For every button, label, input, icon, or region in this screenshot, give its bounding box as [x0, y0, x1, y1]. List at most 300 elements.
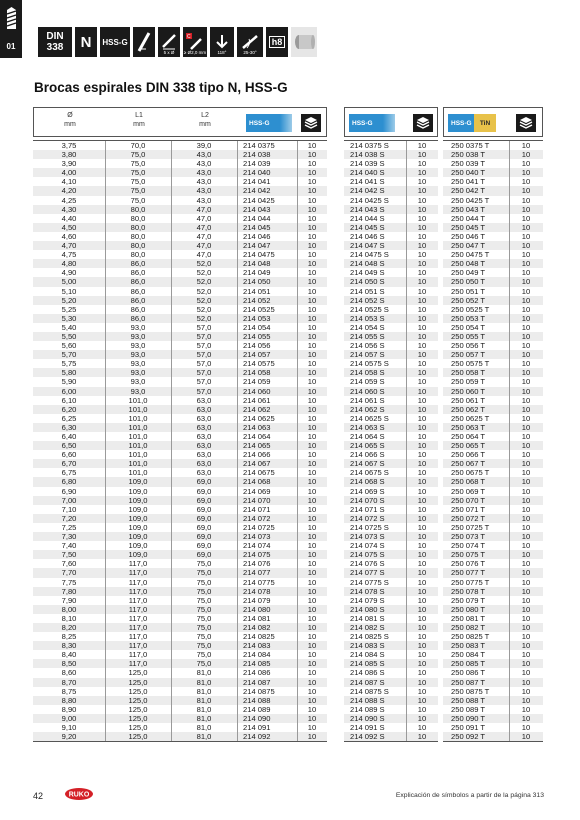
- pack-qty-cell: 10: [307, 395, 317, 405]
- pack-qty-cell: 10: [417, 359, 427, 369]
- table-row: [33, 223, 327, 232]
- table-row: [344, 714, 438, 723]
- article-number-cell: 250 080 T: [451, 604, 486, 614]
- pack-qty-cell: 10: [307, 159, 317, 169]
- article-number-cell: 214 049: [243, 268, 271, 278]
- table-row: [33, 487, 327, 496]
- l1-cell: 93,0: [130, 350, 146, 360]
- pack-qty-cell: 10: [417, 459, 427, 469]
- pack-quantity-icon: [516, 114, 536, 132]
- article-number-cell: 214 0675: [243, 468, 275, 478]
- l1-cell: 117,0: [128, 650, 148, 660]
- table-row: [33, 514, 327, 523]
- l1-cell: 117,0: [128, 595, 148, 605]
- diameter-cell: 4,25: [61, 195, 77, 205]
- table-row: [443, 487, 543, 496]
- article-number-cell: 214 089: [243, 704, 271, 714]
- article-number-cell: 214 0525: [243, 304, 275, 314]
- l2-cell: 47,0: [196, 222, 212, 232]
- table-row: [33, 177, 327, 186]
- table-row: [33, 305, 327, 314]
- l1-cell: 117,0: [128, 559, 148, 569]
- pack-qty-cell: 10: [307, 550, 317, 560]
- diameter-cell: 4,30: [61, 204, 77, 214]
- article-number-cell: 214 049 S: [350, 268, 385, 278]
- pack-qty-cell: 10: [521, 695, 531, 705]
- l1-cell: 93,0: [130, 377, 146, 387]
- article-number-cell: 214 050: [243, 277, 271, 287]
- table-row: [33, 196, 327, 205]
- l2-cell: 47,0: [196, 250, 212, 260]
- pack-qty-cell: 10: [521, 495, 531, 505]
- table-row: [33, 459, 327, 468]
- table-row: [33, 477, 327, 486]
- pack-qty-cell: 10: [307, 541, 317, 551]
- l2-cell: 81,0: [196, 704, 212, 714]
- article-number-cell: 250 061 T: [451, 395, 486, 405]
- pack-qty-cell: 10: [307, 222, 317, 232]
- l1-cell: 109,0: [128, 513, 148, 523]
- article-number-cell: 250 082 T: [451, 622, 486, 632]
- l2-cell: 57,0: [196, 368, 212, 378]
- article-number-cell: 250 0525 T: [451, 304, 490, 314]
- table-row: [443, 578, 543, 587]
- l2-cell: 63,0: [196, 468, 212, 478]
- article-number-cell: 214 069: [243, 486, 271, 496]
- table-row: [33, 159, 327, 168]
- l2-cell: 52,0: [196, 277, 212, 287]
- pack-qty-cell: 10: [521, 595, 531, 605]
- pack-quantity-icon: [413, 114, 433, 132]
- table-row: [33, 205, 327, 214]
- table-row: [33, 623, 327, 632]
- article-number-cell: 250 071 T: [451, 504, 486, 514]
- table-row: [33, 614, 327, 623]
- pack-qty-cell: 10: [307, 150, 317, 160]
- diameter-cell: 4,60: [61, 231, 77, 241]
- pack-qty-cell: 10: [417, 222, 427, 232]
- table-row: [33, 596, 327, 605]
- table-row: [344, 505, 438, 514]
- table-row: [443, 177, 543, 186]
- article-number-cell: 214 047 S: [350, 241, 385, 251]
- article-number-cell: 214 051 S: [350, 286, 385, 296]
- l1-cell: 117,0: [128, 613, 148, 623]
- l1-cell: 101,0: [128, 395, 148, 405]
- pack-qty-cell: 10: [307, 504, 317, 514]
- article-number-cell: 250 053 T: [451, 313, 486, 323]
- article-number-cell: 214 043 S: [350, 204, 385, 214]
- table-row: [344, 277, 438, 286]
- table-row: [33, 441, 327, 450]
- pack-qty-cell: 10: [417, 413, 427, 423]
- pack-qty-cell: 10: [307, 259, 317, 269]
- pack-qty-cell: 10: [417, 295, 427, 305]
- pack-qty-cell: 10: [417, 532, 427, 542]
- pack-qty-cell: 10: [521, 659, 531, 669]
- pack-qty-cell: 10: [307, 532, 317, 542]
- table-row: [443, 668, 543, 677]
- article-number-cell: 214 063: [243, 422, 271, 432]
- pack-qty-cell: 10: [307, 704, 317, 714]
- table-row: [344, 159, 438, 168]
- article-number-cell: 214 091: [243, 723, 271, 732]
- l2-cell: 52,0: [196, 286, 212, 296]
- pack-qty-cell: 10: [417, 732, 427, 742]
- material-label: HSS-G: [102, 37, 128, 47]
- drill-depth-icon: [158, 27, 180, 57]
- article-number-cell: 214 061 S: [350, 395, 385, 405]
- article-number-cell: 250 085 T: [451, 659, 486, 669]
- pack-qty-cell: 10: [307, 204, 317, 214]
- l1-cell: 117,0: [128, 577, 148, 587]
- article-number-cell: 214 060 S: [350, 386, 385, 396]
- article-number-cell: 214 045: [243, 222, 271, 232]
- article-number-cell: 214 0775: [243, 577, 275, 587]
- diameter-cell: 8,60: [61, 668, 77, 678]
- pack-qty-cell: 10: [307, 313, 317, 323]
- article-number-cell: 250 045 T: [451, 222, 486, 232]
- l2-cell: 47,0: [196, 213, 212, 223]
- l2-cell: 75,0: [196, 577, 212, 587]
- pack-qty-cell: 10: [307, 322, 317, 332]
- header-symbol-strip: [38, 27, 317, 57]
- pack-qty-cell: 10: [521, 368, 531, 378]
- pack-qty-cell: 10: [307, 486, 317, 496]
- table-row: [443, 377, 543, 386]
- table-row: [344, 523, 438, 532]
- pack-qty-cell: 10: [521, 459, 531, 469]
- pack-qty-cell: 10: [417, 632, 427, 642]
- article-number-cell: 214 080: [243, 604, 271, 614]
- pack-qty-cell: 10: [521, 159, 531, 169]
- l2-cell: 75,0: [196, 641, 212, 651]
- article-number-cell: 214 045 S: [350, 222, 385, 232]
- helix-caption: 25-30°: [243, 50, 257, 55]
- diameter-cell: 5,90: [61, 377, 77, 387]
- pack-qty-cell: 10: [307, 422, 317, 432]
- diameter-cell: 6,20: [61, 404, 77, 414]
- l2-cell: 57,0: [196, 386, 212, 396]
- l2-cell: 63,0: [196, 422, 212, 432]
- column-divider: [237, 141, 238, 741]
- article-number-cell: 214 089 S: [350, 704, 385, 714]
- diameter-cell: 8,20: [61, 622, 77, 632]
- table-row: [33, 505, 327, 514]
- l2-cell: 43,0: [196, 195, 212, 205]
- table-row: [33, 687, 327, 696]
- article-number-cell: 214 079 S: [350, 595, 385, 605]
- diameter-cell: 8,25: [61, 632, 77, 642]
- table-row: [344, 550, 438, 559]
- article-number-cell: 250 092 T: [451, 732, 486, 742]
- article-number-cell: 250 055 T: [451, 331, 486, 341]
- article-number-cell: 214 075 S: [350, 550, 385, 560]
- column-divider: [509, 141, 510, 741]
- table-row: [344, 696, 438, 705]
- pack-qty-cell: 10: [521, 331, 531, 341]
- pack-qty-cell: 10: [307, 632, 317, 642]
- diameter-cell: 9,00: [61, 713, 77, 723]
- diameter-cell: 7,80: [61, 586, 77, 596]
- article-number-cell: 214 0575 S: [350, 359, 389, 369]
- table-row: [344, 514, 438, 523]
- pack-qty-cell: 10: [417, 168, 427, 178]
- pack-qty-cell: 10: [521, 268, 531, 278]
- l2-cell: 75,0: [196, 632, 212, 642]
- table-row: [443, 687, 543, 696]
- diameter-cell: 4,80: [61, 259, 77, 269]
- article-number-cell: 250 091 T: [451, 723, 486, 732]
- table-row: [344, 305, 438, 314]
- l2-cell: 81,0: [196, 677, 212, 687]
- article-number-cell: 214 0375 S: [350, 141, 389, 150]
- hss-g-badge: HSS-G: [246, 114, 292, 132]
- l1-cell: 75,0: [130, 150, 146, 160]
- article-number-cell: 214 046 S: [350, 231, 385, 241]
- article-number-cell: 214 086: [243, 668, 271, 678]
- diameter-cell: 6,00: [61, 386, 77, 396]
- article-number-cell: 214 066 S: [350, 450, 385, 460]
- article-number-cell: 214 0425: [243, 195, 275, 205]
- pack-qty-cell: 10: [521, 450, 531, 460]
- table-row: [33, 250, 327, 259]
- pack-qty-cell: 10: [417, 213, 427, 223]
- pack-qty-cell: 10: [417, 386, 427, 396]
- table-body: [344, 140, 438, 742]
- l1-cell: 80,0: [130, 231, 146, 241]
- article-number-cell: 250 074 T: [451, 541, 486, 551]
- svg-text:C: C: [187, 34, 191, 40]
- table-row: [33, 432, 327, 441]
- pack-qty-cell: 10: [417, 341, 427, 351]
- article-number-cell: 214 046: [243, 231, 271, 241]
- diameter-cell: 4,40: [61, 213, 77, 223]
- table-row: [344, 341, 438, 350]
- l2-cell: 57,0: [196, 350, 212, 360]
- article-number-cell: 214 053 S: [350, 313, 385, 323]
- diameter-cell: 3,75: [61, 141, 77, 150]
- pack-qty-cell: 10: [417, 241, 427, 251]
- table-row: [33, 377, 327, 386]
- table-row: [344, 705, 438, 714]
- article-number-cell: 214 064: [243, 432, 271, 441]
- article-number-cell: 214 058 S: [350, 368, 385, 378]
- article-number-cell: 214 074: [243, 541, 271, 551]
- l1-cell: 93,0: [130, 341, 146, 351]
- table-row: [344, 587, 438, 596]
- article-number-cell: 250 038 T: [451, 150, 486, 160]
- diameter-cell: 8,40: [61, 650, 77, 660]
- ruko-logo: [64, 787, 94, 801]
- table-row: [443, 368, 543, 377]
- pack-qty-cell: 10: [417, 668, 427, 678]
- l1-cell: 109,0: [128, 504, 148, 514]
- article-number-cell: 250 060 T: [451, 386, 486, 396]
- pack-qty-cell: 10: [417, 604, 427, 614]
- diameter-cell: 4,20: [61, 186, 77, 196]
- pack-qty-cell: 10: [521, 204, 531, 214]
- pack-qty-cell: 10: [521, 404, 531, 414]
- l1-cell: 93,0: [130, 331, 146, 341]
- table-row: [33, 541, 327, 550]
- symbol-reference-note: Explicación de símbolos a partir de la página 313: [395, 792, 544, 799]
- pack-qty-cell: 10: [307, 713, 317, 723]
- article-number-cell: 250 0775 T: [451, 577, 490, 587]
- pack-qty-cell: 10: [417, 504, 427, 514]
- article-number-cell: 214 0675 S: [350, 468, 389, 478]
- l1-cell: 109,0: [128, 477, 148, 487]
- pack-qty-cell: 10: [417, 695, 427, 705]
- article-number-cell: 214 082 S: [350, 622, 385, 632]
- article-number-cell: 214 055 S: [350, 331, 385, 341]
- article-number-cell: 214 052: [243, 295, 271, 305]
- pack-qty-cell: 10: [417, 677, 427, 687]
- din-number: 338: [46, 41, 64, 53]
- diameter-cell: 8,75: [61, 686, 77, 696]
- article-number-cell: 214 079: [243, 595, 271, 605]
- pack-qty-cell: 10: [521, 413, 531, 423]
- l2-cell: 63,0: [196, 432, 212, 441]
- pack-qty-cell: 10: [521, 222, 531, 232]
- table-row: [443, 732, 543, 741]
- pack-qty-cell: 10: [417, 204, 427, 214]
- l2-cell: 57,0: [196, 331, 212, 341]
- pack-qty-cell: 10: [307, 141, 317, 150]
- article-number-cell: 250 047 T: [451, 241, 486, 251]
- article-number-cell: 214 087: [243, 677, 271, 687]
- l2-cell: 69,0: [196, 522, 212, 532]
- diameter-cell: 5,75: [61, 359, 77, 369]
- pack-qty-cell: 10: [521, 650, 531, 660]
- pack-qty-cell: 10: [417, 322, 427, 332]
- pack-qty-cell: 10: [417, 422, 427, 432]
- article-number-cell: 214 055: [243, 331, 271, 341]
- table-row: [33, 168, 327, 177]
- diameter-cell: 7,75: [61, 577, 77, 587]
- diameter-cell: 6,10: [61, 395, 77, 405]
- table-row: [33, 359, 327, 368]
- article-number-cell: 214 087 S: [350, 677, 385, 687]
- article-number-cell: 250 0675 T: [451, 468, 490, 478]
- table-row: [443, 468, 543, 477]
- l2-cell: 52,0: [196, 313, 212, 323]
- table-row: [443, 314, 543, 323]
- table-row: [344, 377, 438, 386]
- article-number-cell: 214 077 S: [350, 568, 385, 578]
- article-number-cell: 214 081: [243, 613, 271, 623]
- article-number-cell: 214 070 S: [350, 495, 385, 505]
- article-number-cell: 214 050 S: [350, 277, 385, 287]
- pack-qty-cell: 10: [521, 468, 531, 478]
- table-row: [344, 596, 438, 605]
- l1-cell: 109,0: [128, 532, 148, 542]
- diameter-cell: 4,75: [61, 250, 77, 260]
- article-number-cell: 250 0875 T: [451, 686, 490, 696]
- article-number-cell: 250 043 T: [451, 204, 486, 214]
- pack-qty-cell: 10: [521, 341, 531, 351]
- pack-qty-cell: 10: [307, 359, 317, 369]
- article-number-cell: 214 076 S: [350, 559, 385, 569]
- col-l2-header: L2 mm: [199, 112, 211, 128]
- pack-qty-cell: 10: [307, 668, 317, 678]
- pack-qty-cell: 10: [417, 350, 427, 360]
- l1-cell: 101,0: [128, 404, 148, 414]
- table-row: [33, 141, 327, 150]
- table-row: [344, 441, 438, 450]
- pack-qty-cell: 10: [417, 713, 427, 723]
- l2-cell: 81,0: [196, 723, 212, 732]
- diameter-cell: 5,00: [61, 277, 77, 287]
- article-number-cell: 214 060: [243, 386, 271, 396]
- article-number-cell: 250 065 T: [451, 441, 486, 451]
- table-row: [443, 632, 543, 641]
- pack-qty-cell: 10: [417, 186, 427, 196]
- article-number-cell: 214 073: [243, 532, 271, 542]
- pack-qty-cell: 10: [417, 141, 427, 150]
- article-number-cell: 250 051 T: [451, 286, 486, 296]
- pack-qty-cell: 10: [521, 432, 531, 441]
- table-row: [33, 468, 327, 477]
- din-label: DIN: [46, 30, 64, 42]
- l2-cell: 69,0: [196, 486, 212, 496]
- l1-cell: 101,0: [128, 468, 148, 478]
- pack-qty-cell: 10: [521, 395, 531, 405]
- table-row: [344, 605, 438, 614]
- article-number-cell: 250 0625 T: [451, 413, 490, 423]
- pack-qty-cell: 10: [307, 677, 317, 687]
- pack-qty-cell: 10: [417, 304, 427, 314]
- pack-qty-cell: 10: [521, 622, 531, 632]
- l2-cell: 43,0: [196, 177, 212, 187]
- article-number-cell: 214 0875: [243, 686, 275, 696]
- table-row: [344, 450, 438, 459]
- table-row: [344, 214, 438, 223]
- table-row: [33, 578, 327, 587]
- table-row: [443, 223, 543, 232]
- table-row: [443, 341, 543, 350]
- table-row: [344, 432, 438, 441]
- article-number-cell: 250 072 T: [451, 513, 486, 523]
- article-number-cell: 214 090: [243, 713, 271, 723]
- table-row: [344, 241, 438, 250]
- article-number-cell: 214 058: [243, 368, 271, 378]
- article-number-cell: 214 091 S: [350, 723, 385, 732]
- article-number-cell: 250 073 T: [451, 532, 486, 542]
- article-number-cell: 214 082: [243, 622, 271, 632]
- l1-cell: 117,0: [128, 604, 148, 614]
- article-number-cell: 214 056: [243, 341, 271, 351]
- pack-qty-cell: 10: [307, 441, 317, 451]
- article-number-cell: 214 077: [243, 568, 271, 578]
- article-number-cell: 214 0825: [243, 632, 275, 642]
- pack-qty-cell: 10: [417, 177, 427, 187]
- pack-qty-cell: 10: [417, 377, 427, 387]
- article-number-cell: 214 084 S: [350, 650, 385, 660]
- l1-cell: 117,0: [128, 659, 148, 669]
- pack-qty-cell: 10: [521, 504, 531, 514]
- article-number-cell: 250 084 T: [451, 650, 486, 660]
- pack-qty-cell: 10: [307, 250, 317, 260]
- l1-cell: 125,0: [128, 686, 148, 696]
- diameter-cell: 6,50: [61, 441, 77, 451]
- table-row: [33, 668, 327, 677]
- pack-qty-cell: 10: [417, 595, 427, 605]
- pack-qty-cell: 10: [307, 277, 317, 287]
- table-row: [33, 277, 327, 286]
- table-row: [344, 732, 438, 741]
- l1-cell: 80,0: [130, 204, 146, 214]
